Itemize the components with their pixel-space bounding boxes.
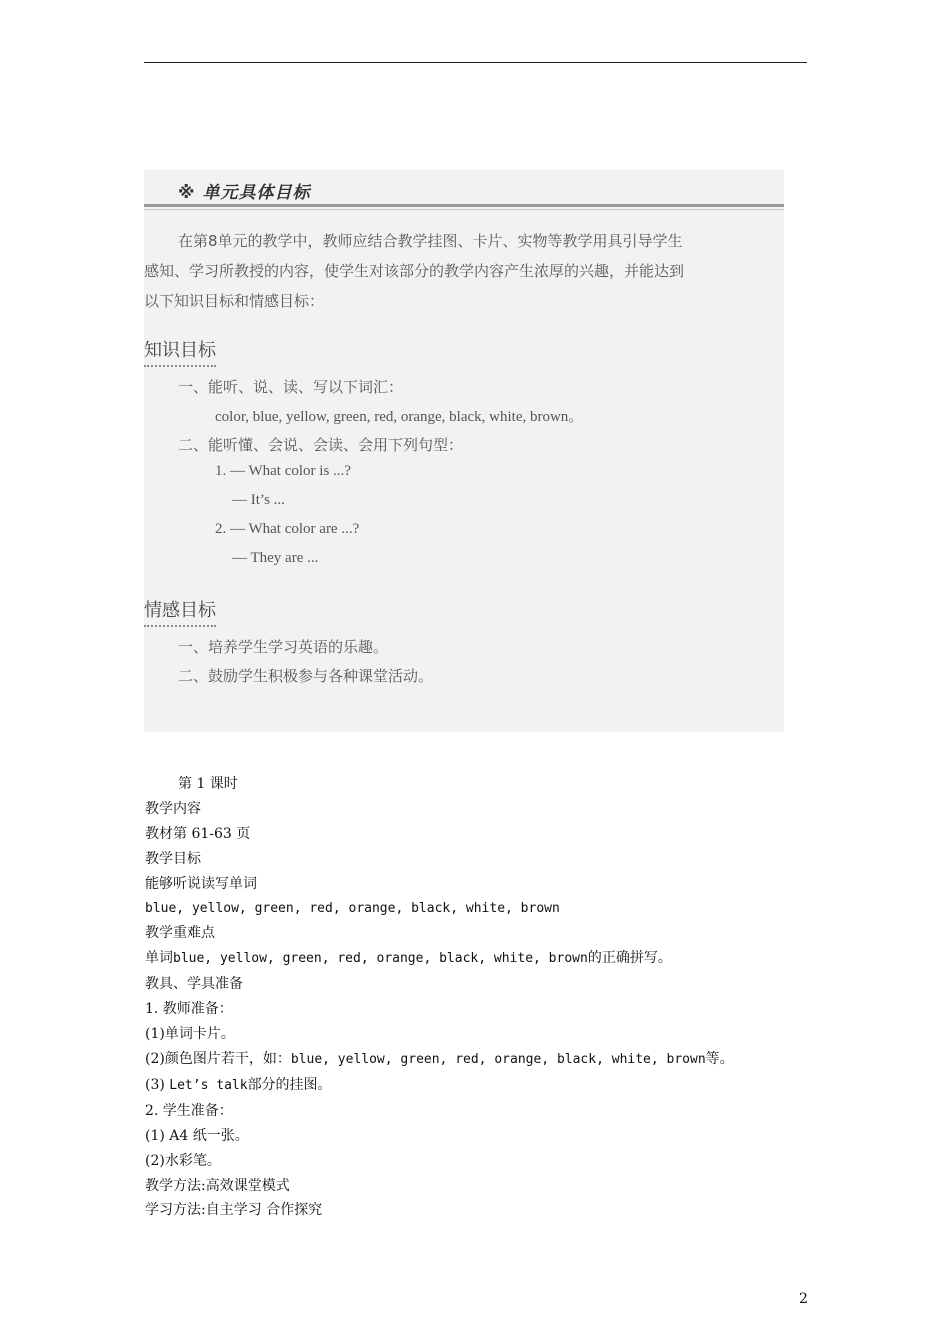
section-title: ※ 单元具体目标	[178, 183, 311, 203]
unit-goals-scan	[144, 170, 784, 732]
emotion-item: 二、鼓励学生积极参与各种课堂活动。	[178, 667, 434, 685]
title-rule-thin	[144, 209, 784, 210]
header-rule	[144, 62, 807, 63]
content-heading: 教学内容	[145, 800, 201, 817]
key-heading: 教学重难点	[145, 925, 215, 942]
key-prefix: 单词	[145, 950, 173, 967]
knowledge-item: 二、能听懂、会说、会读、会用下列句型：	[178, 436, 464, 454]
tp3-suffix: 部分的挂图。	[247, 1076, 332, 1093]
lesson-number: 第 1 课时	[178, 776, 238, 792]
emotion-item: 一、培养学生学习英语的乐趣。	[178, 638, 389, 656]
sentence-pattern: 1. — What color is ...?	[215, 463, 351, 479]
tp2-words: blue, yellow, green, red, orange, black, white, brown	[290, 1051, 706, 1067]
teacher-prep-item: (1)单词卡片。	[145, 1026, 235, 1043]
goal-words: blue, yellow, green, red, orange, black, white, brown	[145, 900, 560, 916]
student-prep: 2. 学生准备：	[145, 1102, 233, 1119]
intro-paragraph	[144, 226, 784, 316]
emotion-goals-heading: 情感目标	[144, 596, 216, 627]
key-words: blue, yellow, green, red, orange, black, white, brown	[173, 951, 588, 967]
sentence-pattern: — It’s ...	[232, 492, 285, 508]
tp2-suffix: 等。	[705, 1050, 734, 1067]
teacher-prep-item	[145, 1073, 815, 1099]
title-rule	[144, 204, 784, 207]
student-prep-item: (2)水彩笔。	[145, 1152, 221, 1169]
knowledge-item: 一、能听、说、读、写以下词汇：	[178, 378, 404, 396]
vocabulary-list: color, blue, yellow, green, red, orange, black, white, brown。	[215, 409, 584, 425]
tp3-words: Let’s talk	[169, 1077, 248, 1093]
key-suffix: 的正确拼写。	[587, 950, 672, 967]
teacher-prep: 1. 教师准备：	[145, 1001, 233, 1018]
intro-line: 在第8单元的教学中，教师应结合教学挂图、卡片、实物等教学用具引导学生	[178, 232, 683, 250]
goal-text: 能够听说读写单词	[145, 875, 257, 892]
student-prep-item: (1) A4 纸一张。	[145, 1127, 249, 1144]
knowledge-goals-heading: 知识目标	[144, 336, 216, 367]
key-text	[145, 946, 815, 972]
tp3-prefix: (3)	[145, 1076, 170, 1093]
tp2-prefix: (2)颜色图片若干，如：	[145, 1050, 291, 1067]
page-number: 2	[799, 1291, 808, 1307]
teaching-method: 教学方法:高效课堂模式	[145, 1177, 290, 1194]
sentence-pattern: — They are ...	[232, 550, 319, 566]
content-text: 教材第 61-63 页	[145, 825, 251, 842]
sentence-pattern: 2. — What color are ...?	[215, 521, 360, 537]
intro-line: 感知、学习所教授的内容，使学生对该部分的教学内容产生浓厚的兴趣，并能达到	[144, 262, 685, 280]
goal-heading: 教学目标	[145, 850, 201, 867]
intro-line: 以下知识目标和情感目标：	[144, 292, 325, 310]
teacher-prep-item	[145, 1047, 815, 1073]
learning-method: 学习方法:自主学习 合作探究	[145, 1202, 323, 1219]
lesson-plan	[145, 772, 815, 1223]
prep-heading: 教具、学具准备	[145, 976, 243, 993]
